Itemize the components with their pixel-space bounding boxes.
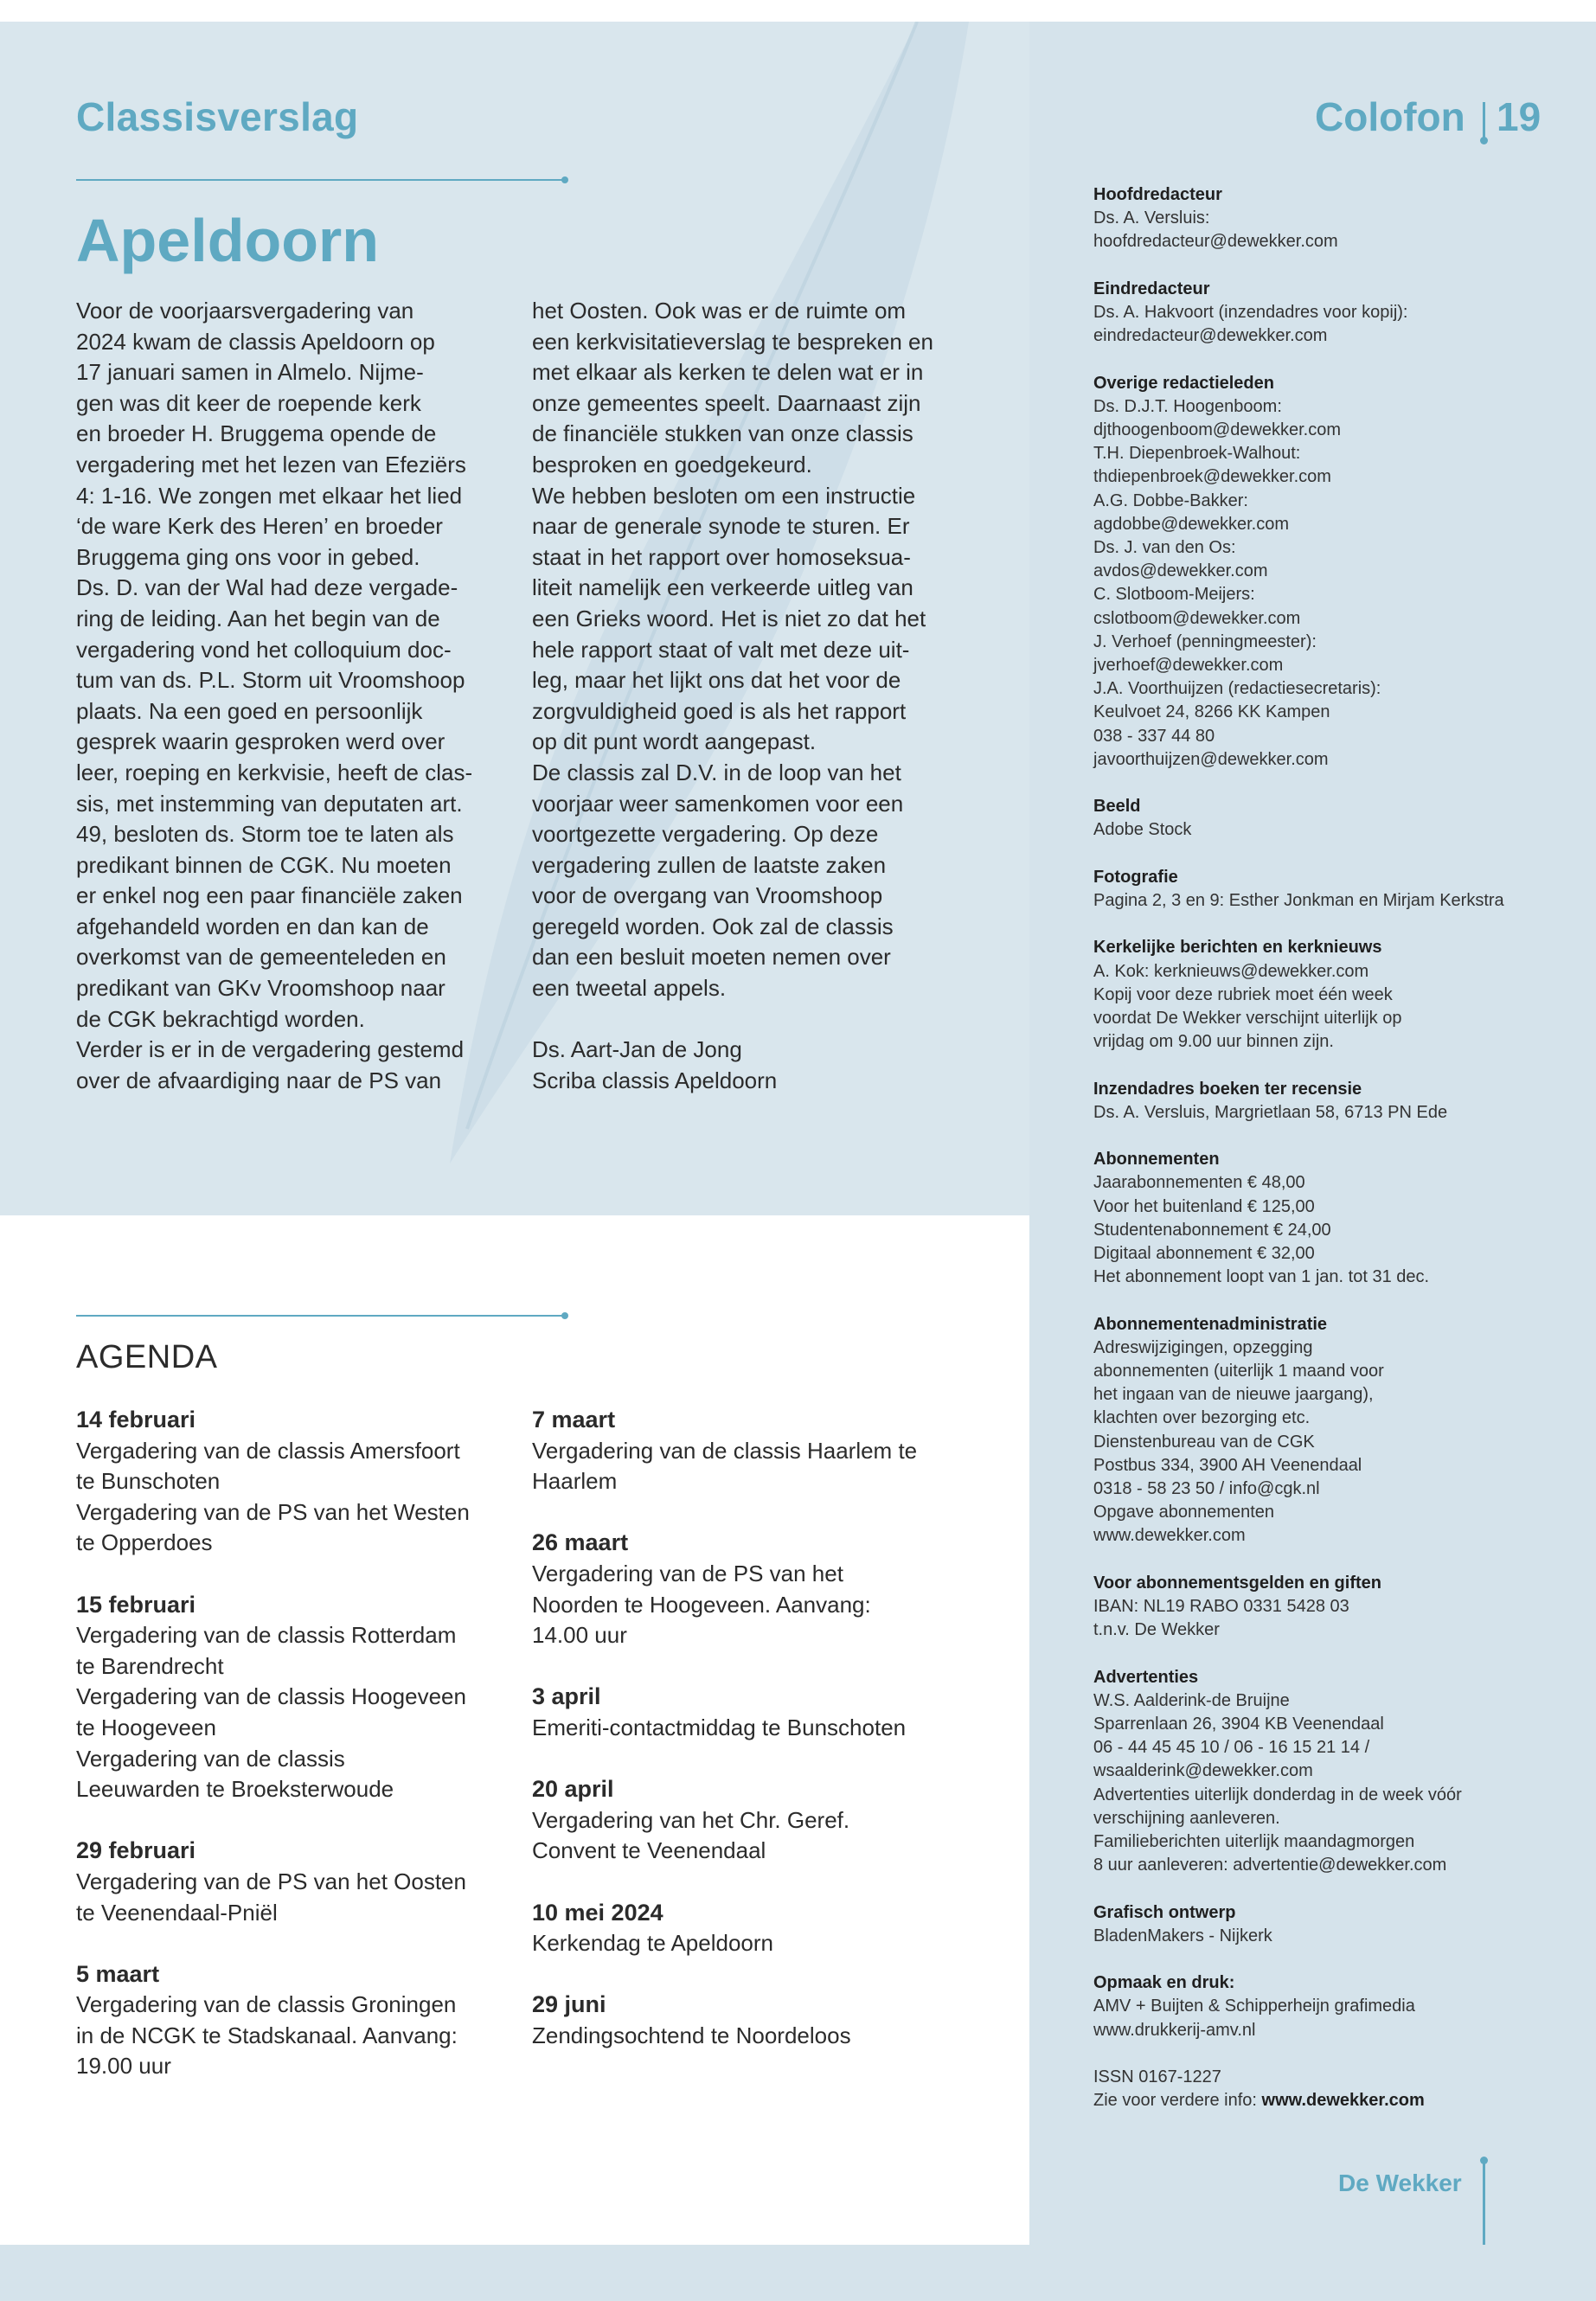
colofon-line: 038 - 337 44 80 (1093, 726, 1215, 746)
colofon-line: eindredacteur@dewekker.com (1093, 326, 1328, 346)
rule-dot (561, 1312, 568, 1319)
article-line: een kerkvisitatieverslag te bespreken en (532, 328, 933, 355)
article-line: de financiële stukken van onze classis (532, 420, 913, 447)
agenda-date: 3 april (532, 1683, 601, 1710)
colofon-line: jverhoef@dewekker.com (1093, 656, 1284, 676)
agenda-text: Zendingsochtend te Noordeloos (532, 2022, 851, 2048)
article-line: Voor de voorjaarsvergadering van (76, 298, 414, 324)
article-line: Ds. D. van der Wal had deze vergade- (76, 574, 458, 601)
colofon-line: klachten over bezorging etc. (1093, 1408, 1311, 1428)
colofon-line: voordat De Wekker verschijnt uiterlijk op (1093, 1009, 1402, 1029)
colofon-line: Kopij voor deze rubriek moet één week (1093, 984, 1393, 1004)
footer-divider-dot (1480, 2157, 1488, 2164)
agenda-date: 7 maart (532, 1407, 616, 1433)
colofon-line: Ds. A. Versluis, Margrietlaan 58, 6713 PN Ede (1093, 1102, 1448, 1122)
article-line: er enkel nog een paar financiële zaken (76, 882, 463, 909)
issn-block (1093, 2066, 1561, 2112)
article-column-2 (532, 296, 982, 1096)
colofon-line: Ds. D.J.T. Hoogenboom: (1093, 396, 1282, 416)
agenda-text: Vergadering van de classis Rotterdam (76, 1622, 457, 1649)
colofon-block (1093, 1148, 1561, 1289)
agenda-text: Leeuwarden te Broeksterwoude (76, 1776, 394, 1803)
agenda-text: Vergadering van de classis (76, 1745, 345, 1772)
agenda-date: 29 juni (532, 1991, 606, 2018)
colofon-heading: Advertenties (1093, 1667, 1199, 1687)
footer-brand: De Wekker (1338, 2170, 1462, 2196)
colofon-line: agdobbe@dewekker.com (1093, 514, 1289, 534)
article-line: een Grieks woord. Het is niet zo dat het (532, 605, 926, 631)
article-line: plaats. Na een goed en persoonlijk (76, 697, 423, 724)
colofon-block (1093, 866, 1561, 913)
agenda-text: Emeriti-contactmiddag te Bunschoten (532, 1714, 907, 1740)
colofon-heading: Hoofdredacteur (1093, 185, 1222, 204)
colofon-block (1093, 183, 1561, 254)
colofon-heading: Abonnementen (1093, 1150, 1220, 1170)
article-line: leer, roeping en kerkvisie, heeft de clas- (76, 759, 473, 785)
article-line: gesprek waarin gesproken werd over (76, 728, 445, 755)
agenda-text: Vergadering van de classis Amersfoort (76, 1437, 460, 1464)
agenda-column-1 (76, 1405, 526, 2113)
agenda-item (76, 1405, 526, 1559)
article-line: een tweetal appels. (532, 975, 727, 1002)
article-line: predikant van GKv Vroomshoop naar (76, 975, 445, 1002)
colofon-line: javoorthuijzen@dewekker.com (1093, 749, 1329, 769)
article-line: 17 januari samen in Almelo. Nijme- (76, 359, 424, 386)
more-info (1093, 2089, 1561, 2112)
colofon-line: verschijning aanleveren. (1093, 1808, 1280, 1828)
colofon-title: Colofon (1315, 94, 1465, 139)
article-line: dan een besluit moeten nemen over (532, 944, 891, 971)
article-line: vergadering vond het colloquium doc- (76, 636, 452, 663)
colofon-line: T.H. Diepenbroek-Walhout: (1093, 444, 1301, 464)
paragraph-gap (532, 1004, 982, 1035)
article-column-1 (76, 296, 509, 1096)
header-divider-dot (1480, 137, 1488, 144)
colofon-line: 06 - 44 45 45 10 / 06 - 16 15 21 14 / (1093, 1738, 1370, 1758)
agenda-text: te Bunschoten (76, 1468, 221, 1495)
signature-line: Ds. Aart-Jan de Jong (532, 1036, 742, 1063)
colofon-line: het ingaan van de nieuwe jaargang), (1093, 1385, 1374, 1405)
article-line: op dit punt wordt aangepast. (532, 728, 817, 755)
agenda-date: 20 april (532, 1776, 614, 1803)
article-line: geregeld worden. Ook zal de classis (532, 913, 894, 939)
article-line: naar de generale synode te sturen. Er (532, 513, 910, 540)
colofon-line: www.dewekker.com (1093, 1526, 1246, 1546)
colofon-heading: Eindredacteur (1093, 279, 1210, 298)
colofon-line: A.G. Dobbe-Bakker: (1093, 490, 1248, 510)
colofon-heading: Fotografie (1093, 867, 1178, 887)
colofon-line: vrijdag om 9.00 uur binnen zijn. (1093, 1032, 1334, 1052)
agenda-text: 14.00 uur (532, 1622, 627, 1649)
colofon-line: Ds. A. Hakvoort (inzendadres voor kopij): (1093, 303, 1408, 322)
agenda-date: 5 maart (76, 1960, 160, 1987)
colofon-block (1093, 1313, 1561, 1548)
agenda-date: 10 mei 2024 (532, 1899, 663, 1926)
agenda-text: Haarlem (532, 1468, 618, 1495)
colofon-line: Sparrenlaan 26, 3904 KB Veenendaal (1093, 1715, 1384, 1734)
agenda-text: Kerkendag te Apeldoorn (532, 1930, 773, 1957)
colofon-line: AMV + Buijten & Schipperheijn grafimedia (1093, 1997, 1415, 2016)
agenda-text: Vergadering van de PS van het Westen (76, 1498, 470, 1525)
article-line: afgehandeld worden en dan kan de (76, 913, 429, 939)
colofon-line: avdos@dewekker.com (1093, 561, 1268, 581)
colofon-block (1093, 936, 1561, 1054)
article-line: sis, met instemming van deputaten art. (76, 790, 463, 817)
colofon-heading: Inzendadres boeken ter recensie (1093, 1079, 1362, 1099)
colofon-block (1093, 1901, 1561, 1948)
colofon-block (1093, 795, 1561, 842)
colofon-line: Dienstenbureau van de CGK (1093, 1432, 1315, 1452)
agenda-item (532, 1990, 982, 2051)
article-line: hele rapport staat of valt met deze uit- (532, 636, 910, 663)
article-line: met elkaar als kerken te delen wat er in (532, 359, 924, 386)
article-title: Apeldoorn (76, 207, 379, 274)
colofon-line: Het abonnement loopt van 1 jan. tot 31 dec. (1093, 1267, 1430, 1287)
agenda-rule (76, 1315, 565, 1317)
signature-line: Scriba classis Apeldoorn (532, 1067, 778, 1093)
article-line: ring de leiding. Aan het begin van de (76, 605, 440, 631)
article-line: 4: 1-16. We zongen met elkaar het lied (76, 482, 463, 509)
agenda-text: te Barendrecht (76, 1652, 224, 1679)
colofon-line: IBAN: NL19 RABO 0331 5428 03 (1093, 1597, 1349, 1617)
agenda-title: AGENDA (76, 1339, 218, 1375)
colofon-line: Pagina 2, 3 en 9: Esther Jonkman en Mirjam Kerkstra (1093, 891, 1504, 911)
article-line: gen was dit keer de roepende kerk (76, 389, 421, 416)
colofon-line: djthoogenboom@dewekker.com (1093, 420, 1342, 439)
colofon-heading: Abonnementenadministratie (1093, 1314, 1328, 1334)
colofon-line: thdiepenbroek@dewekker.com (1093, 467, 1331, 487)
section-rule (76, 179, 565, 181)
colofon-list (1093, 183, 1561, 2137)
colofon-line: BladenMakers - Nijkerk (1093, 1926, 1272, 1945)
agenda-date: 26 maart (532, 1529, 629, 1556)
article-line: liteit namelijk een verkeerde uitleg van (532, 574, 913, 601)
agenda-item (532, 1528, 982, 1650)
colofon-heading: Beeld (1093, 797, 1141, 817)
footer-divider (1483, 2161, 1485, 2245)
agenda-text: Noorden te Hoogeveen. Aanvang: (532, 1591, 871, 1618)
agenda-text: 19.00 uur (76, 2053, 171, 2080)
agenda-text: Vergadering van de classis Groningen (76, 1991, 457, 2018)
article-line: besproken en goedgekeurd. (532, 451, 812, 478)
colofon-line: cslotboom@dewekker.com (1093, 608, 1301, 628)
agenda-text: te Veenendaal-Pniël (76, 1899, 278, 1926)
agenda-text: Vergadering van het Chr. Geref. (532, 1806, 850, 1833)
colofon-line: Adreswijzigingen, opzegging (1093, 1337, 1313, 1357)
article-line: zorgvuldigheid goed is als het rapport (532, 697, 907, 724)
agenda-text: te Opperdoes (76, 1529, 213, 1556)
colofon-block (1093, 1666, 1561, 1878)
agenda-item (532, 1405, 982, 1497)
agenda-item (532, 1682, 982, 1743)
article-line: predikant binnen de CGK. Nu moeten (76, 851, 452, 878)
colofon-heading: Voor abonnementsgelden en giften (1093, 1573, 1381, 1593)
colofon-heading: Overige redactieleden (1093, 373, 1274, 393)
bottom-band (0, 2245, 1596, 2301)
colofon-line: 8 uur aanleveren: advertentie@dewekker.com (1093, 1856, 1447, 1875)
colofon-line: Keulvoet 24, 8266 KK Kampen (1093, 702, 1330, 722)
article-line: We hebben besloten om een instructie (532, 482, 916, 509)
colofon-block (1093, 372, 1561, 772)
colofon-line: Postbus 334, 3900 AH Veenendaal (1093, 1455, 1362, 1475)
colofon-block (1093, 1971, 1561, 2042)
article-line: Verder is er in de vergadering gestemd (76, 1036, 465, 1063)
more-info-prefix: Zie voor verdere info: (1093, 2091, 1262, 2111)
agenda-text: Vergadering van de PS van het (532, 1560, 843, 1586)
agenda-item (76, 1836, 526, 1928)
article-line: De classis zal D.V. in de loop van het (532, 759, 901, 785)
colofon-line: abonnementen (uiterlijk 1 maand voor (1093, 1362, 1384, 1381)
article-line: Bruggema ging ons voor in gebed. (76, 543, 420, 570)
colofon-line: Opgave abonnementen (1093, 1503, 1275, 1522)
colofon-line: hoofdredacteur@dewekker.com (1093, 232, 1338, 252)
article-line: 49, besloten ds. Storm toe te laten als (76, 821, 454, 848)
agenda-text: Vergadering van de classis Haarlem te (532, 1437, 918, 1464)
colofon-line: Ds. J. van den Os: (1093, 538, 1236, 558)
article-line: overkomst van de gemeenteleden en (76, 944, 446, 971)
rule-dot (561, 176, 568, 183)
article-line: vergadering zullen de laatste zaken (532, 851, 887, 878)
article-line: voortgezette vergadering. Op deze (532, 821, 879, 848)
article-line: voorjaar weer samenkomen voor een (532, 790, 904, 817)
agenda-item (532, 1898, 982, 1959)
article-line: leg, maar het lijkt ons dat het voor de (532, 667, 901, 694)
page-number: 19 (1497, 94, 1542, 139)
article-line: ‘de ware Kerk des Heren’ en broeder (76, 513, 443, 540)
article-line: de CGK bekrachtigd worden. (76, 1005, 365, 1032)
article-line: onze gemeentes speelt. Daarnaast zijn (532, 389, 921, 416)
article-line: en broeder H. Bruggema opende de (76, 420, 437, 447)
colofon-line: 0318 - 58 23 50 / info@cgk.nl (1093, 1479, 1320, 1499)
article-line: over de afvaardiging naar de PS van (76, 1067, 442, 1093)
article-line: staat in het rapport over homoseksua- (532, 543, 911, 570)
agenda-item (76, 1590, 526, 1805)
agenda-text: Vergadering van de classis Hoogeveen (76, 1683, 466, 1710)
section-label: Classisverslag (76, 94, 359, 139)
colofon-line: C. Slotboom-Meijers: (1093, 585, 1255, 605)
colofon-block (1093, 278, 1561, 349)
colofon-heading: Opmaak en druk: (1093, 1973, 1235, 1993)
article-line: voor de overgang van Vroomshoop (532, 882, 883, 909)
colofon-block (1093, 1572, 1561, 1643)
agenda-text: in de NCGK te Stadskanaal. Aanvang: (76, 2022, 458, 2048)
colofon-line: Jaarabonnementen € 48,00 (1093, 1173, 1305, 1193)
colofon-line: J.A. Voorthuijzen (redactiesecretaris): (1093, 679, 1381, 699)
colofon-line: www.drukkerij-amv.nl (1093, 2020, 1256, 2040)
agenda-text: te Hoogeveen (76, 1714, 216, 1740)
colofon-line: W.S. Aalderink-de Bruijne (1093, 1690, 1290, 1710)
article-line: 2024 kwam de classis Apeldoorn op (76, 328, 435, 355)
issn: ISSN 0167-1227 (1093, 2067, 1221, 2087)
colofon-block (1093, 1078, 1561, 1125)
colofon-line: Studentenabonnement € 24,00 (1093, 1220, 1331, 1240)
agenda-item (76, 1959, 526, 2082)
agenda-column-2 (532, 1405, 982, 2082)
colofon-line: Advertenties uiterlijk donderdag in de week vóór (1093, 1785, 1462, 1804)
article-line: tum van ds. P.L. Storm uit Vroomshoop (76, 667, 465, 694)
colofon-line: Voor het buitenland € 125,00 (1093, 1196, 1315, 1216)
colofon-line: Digitaal abonnement € 32,00 (1093, 1244, 1315, 1264)
colofon-line: A. Kok: kerknieuws@dewekker.com (1093, 961, 1369, 981)
colofon-line: wsaalderink@dewekker.com (1093, 1761, 1313, 1781)
colofon-line: J. Verhoef (penningmeester): (1093, 631, 1317, 651)
colofon-line: Ds. A. Versluis: (1093, 208, 1210, 228)
colofon-line: Adobe Stock (1093, 820, 1192, 840)
article-line: het Oosten. Ook was er de ruimte om (532, 298, 907, 324)
colofon-line: t.n.v. De Wekker (1093, 1620, 1220, 1640)
agenda-item (532, 1774, 982, 1867)
website-link[interactable]: www.dewekker.com (1261, 2091, 1425, 2111)
agenda-date: 15 februari (76, 1591, 196, 1618)
agenda-text: Convent te Veenendaal (532, 1837, 766, 1864)
article-line: vergadering met het lezen van Efeziërs (76, 451, 466, 478)
agenda-date: 14 februari (76, 1407, 196, 1433)
colofon-heading: Grafisch ontwerp (1093, 1902, 1236, 1922)
colofon-line: Familieberichten uiterlijk maandagmorgen (1093, 1832, 1415, 1852)
agenda-text: Vergadering van de PS van het Oosten (76, 1868, 466, 1894)
colofon-heading: Kerkelijke berichten en kerknieuws (1093, 938, 1382, 958)
agenda-date: 29 februari (76, 1837, 196, 1864)
